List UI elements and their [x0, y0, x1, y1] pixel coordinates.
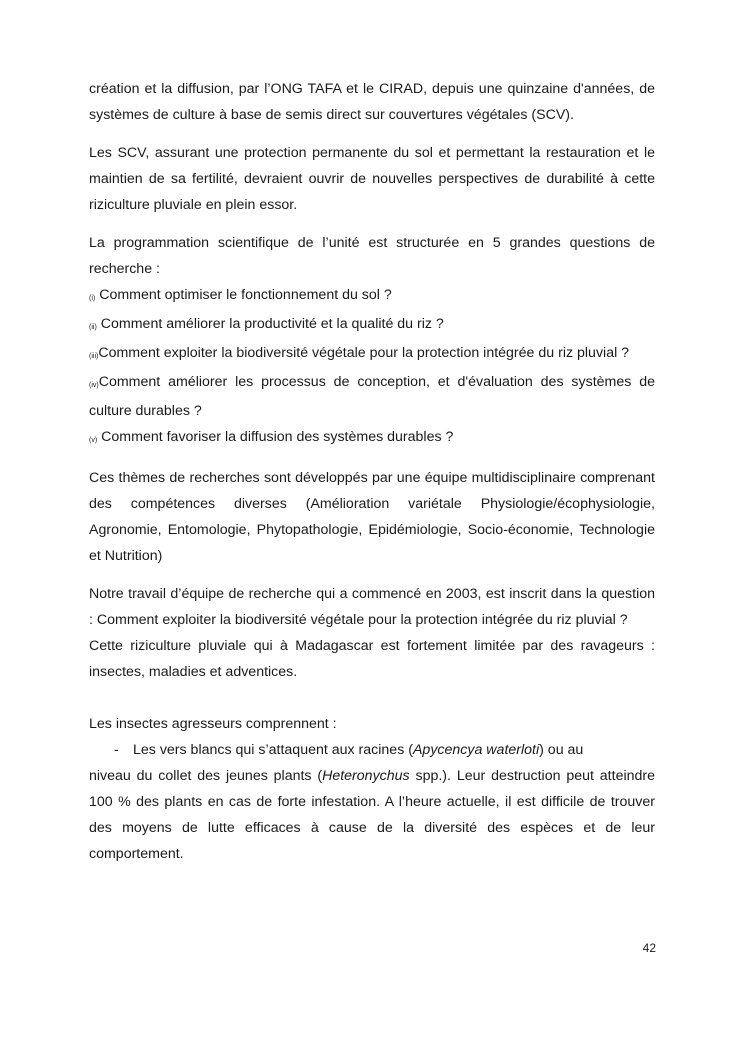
paragraph-travail-equipe: Notre travail d’équipe de recherche qui a commencé en 2003, est inscrit dans la question : Comment exploiter la biodiversité végétale pour la protection intégrée du riz pluvial ?: [89, 586, 655, 628]
paragraph-insectes-intro: Les insectes agresseurs comprennent :: [89, 716, 337, 732]
detail-text-b: spp.). Leur destruction peut atteindre 100 % des plants en cas de forte infestation. A l’heure actuelle, il est difficile de trouver des moyens de lutte efficaces à cause de la diversité des espèces et de leur comportement.: [89, 768, 656, 862]
species-name: Apycencya waterloti: [412, 742, 540, 758]
question-item: [89, 424, 655, 453]
question-text: Comment exploiter la biodiversité végétale pour la protection intégrée du riz pluvial ?: [98, 345, 630, 361]
question-marker: (ii): [89, 324, 97, 331]
species-name: Heteronychus: [322, 768, 410, 784]
question-text: Comment améliorer les processus de conception, et d'évaluation des systèmes de culture durables ?: [89, 374, 655, 419]
question-item: [89, 369, 655, 424]
bullet-vers-blancs: [89, 737, 655, 763]
research-questions-block: [89, 230, 655, 453]
detail-text-a: niveau du collet des jeunes plants (: [89, 768, 323, 784]
question-text: Comment améliorer la productivité et la qualité du riz ?: [100, 316, 444, 332]
question-text: Comment favoriser la diffusion des systèmes durables ?: [101, 429, 454, 445]
question-marker: (v): [89, 437, 98, 444]
paragraph-programmation: La programmation scientifique de l’unité est structurée en 5 grandes questions de recherche :: [89, 235, 655, 277]
question-text: Comment optimiser le fonctionnement du sol ?: [99, 287, 392, 303]
question-item: [89, 282, 655, 311]
paragraph-riziculture: Cette riziculture pluviale qui à Madagascar est fortement limitée par des ravageurs : insectes, maladies et adventices.: [89, 638, 655, 680]
paragraph-vers-blancs-detail: [89, 763, 655, 867]
bullet-text-a: Les vers blancs qui s’attaquent aux racines (: [133, 742, 413, 758]
question-marker: (iv): [89, 382, 99, 389]
question-item: [89, 340, 655, 369]
question-list: [89, 282, 655, 453]
question-marker: (i): [89, 295, 96, 302]
dash-marker: -: [114, 742, 119, 758]
page-number: 42: [642, 941, 656, 955]
paragraph-scv-creation: création et la diffusion, par l’ONG TAFA et le CIRAD, depuis une quinzaine d'années, de systèmes de culture à base de semis direct sur couvertures végétales (SCV).: [89, 81, 655, 123]
paragraph-themes: Ces thèmes de recherches sont développés par une équipe multidisciplinaire comprenant des compétences diverses (Amélioration variétale Physiologie/écophysiologie, Agronomie, Entomologie, Phytopathologie, Epidémiologie, Socio-économie, Technologie et Nutrition): [89, 470, 655, 564]
paragraph-scv-protection: Les SCV, assurant une protection permanente du sol et permettant la restauration et le maintien de sa fertilité, devraient ouvrir de nouvelles perspectives de durabilité à cette riziculture pluviale en plein essor.: [89, 145, 655, 213]
question-marker: (iii): [89, 353, 99, 360]
bullet-text-b: ) ou au: [539, 742, 584, 758]
question-item: [89, 311, 655, 340]
document-page: [89, 76, 655, 867]
